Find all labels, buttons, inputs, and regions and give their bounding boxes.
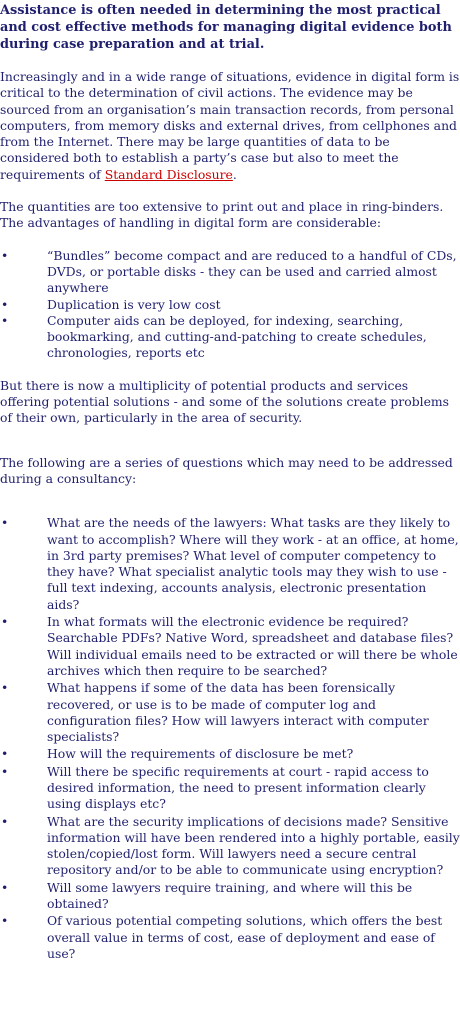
paragraph-questions-intro: The following are a series of questions which may need to be addressed during a consultancy: [0,454,453,486]
spacer [0,487,460,515]
list-item-text: How will the requirements of disclosure be met? [47,746,354,762]
list-item-text: In what formats will the electronic evidence be required? Searchable PDFs? Native Word, spreadsheet and database files? Will individual emails need to be extracted or will there be whole archives which then require to be searched? [47,614,458,678]
list-item-text: What are the needs of the lawyers: What tasks are they likely to want to accomplish? Where will they work - at an office, at home, in 3rd party premises? What level of computer competency to they have? What specialist analytic tools may they wish to use - full text indexing, accounts analysis, electronic presentation aids? [47,515,459,612]
list-item [0,313,460,362]
bullet-icon: • [1,879,9,895]
paragraph-multiplicity: But there is now a multiplicity of potential products and services offering potential solutions - and some of the solutions create problems of their own, particularly in the area of security. [0,377,450,426]
list-item [0,913,460,962]
list-item-text: Will some lawyers require training, and where will this be obtained? [47,879,413,912]
list-item [0,248,460,297]
bullet-icon: • [1,680,9,696]
bullet-icon: • [1,813,9,829]
list-item-text: Duplication is very low cost [47,296,221,312]
list-item [0,814,460,879]
list-item-text: Computer aids can be deployed, for indexing, searching, bookmarking, and cutting-and-patching to create schedules, chronologies, reports etc [47,312,427,361]
standard-disclosure-link[interactable]: Standard Disclosure [104,166,233,182]
bullet-icon: • [1,746,9,762]
bullet-icon: • [1,515,9,531]
list-item-text: Will there be specific requirements at court - rapid access to desired information, the need to present information clearly using displays etc? [47,763,429,812]
paragraph-quantities: The quantities are too extensive to print out and place in ring-binders. The advantages of handling in digital form are considerable: [0,199,444,231]
list-item [0,680,460,745]
spacer [0,427,460,455]
list-item-text: Of various potential competing solutions, which offers the best overall value in terms of cost, ease of deployment and ease of use? [47,913,443,961]
paragraph-digital-evidence [0,69,460,183]
spacer [0,53,460,69]
list-item [0,746,460,762]
list-item [0,515,460,613]
spacer [0,183,460,199]
bullet-icon: • [1,763,9,779]
paragraph-text: Increasingly and in a wide range of situations, evidence in digital form is critical to the determination of civil actions. The evidence may be sourced from an organisation’s main transaction records, from personal computers, from memory disks and external drives, from cellphones and from the Internet. There may be large quantities of data to be considered both to establish a party’s case but also to meet the requirements of [0,69,460,182]
list-item-text: What are the security implications of decisions made? Sensitive information will have been rendered into a highly portable, easily stolen/copied/lost form. Will lawyers need a secure central repository and/or to be able to communicate using encryption? [47,813,460,878]
list-item-text: What happens if some of the data has been forensically recovered, or use is to be made of computer log and configuration files? How will lawyers interact with computer specialists? [47,680,429,745]
bullet-icon: • [1,247,9,263]
list-item-text: “Bundles” become compact and are reduced to a handful of CDs, DVDs, or portable disks - they can be used and carried almost anywhere [47,247,457,296]
list-item [0,880,460,913]
paragraph-text-end: . [232,166,237,182]
bullet-icon: • [1,913,9,929]
bullet-icon: • [1,312,9,328]
bullet-icon: • [1,614,9,630]
bullet-icon: • [1,296,9,312]
intro-heading: Assistance is often needed in determining the most practical and cost effective methods for managing digital evidence both during case preparation and at trial. [0,3,452,52]
list-item [0,614,460,679]
spacer [0,232,460,248]
questions-list [0,515,460,962]
spacer [0,362,460,378]
list-item [0,297,460,313]
advantages-list [0,248,460,362]
list-item [0,764,460,813]
